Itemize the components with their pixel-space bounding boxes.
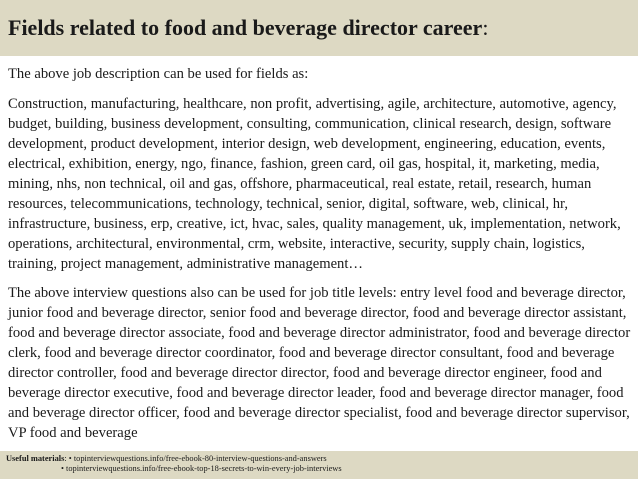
slide-body bbox=[8, 64, 634, 441]
footer-row-2 bbox=[61, 464, 342, 474]
footer-link-1[interactable]: : • topinterviewquestions.info/free-ebook-80-interview-questions-and-answers bbox=[64, 454, 327, 463]
footer-row-1 bbox=[6, 454, 327, 464]
page-title bbox=[0, 0, 638, 42]
footer-label: Useful materials bbox=[6, 454, 65, 463]
job-titles-paragraph: The above interview questions also can be used for job title levels: entry level food and beverage director, junior food and beverage director, senior food and beverage director, food and beverage director assistant, food and beverage director associate, food and beverage director administrator, food and beverage director clerk, food and beverage director coordinator, food and beverage director consultant, food and beverage director controller, food and beverage director director, food and beverage director engineer, food and beverage director executive, food and beverage director leader, food and beverage director manager, food and beverage director officer, food and beverage director specialist, food and beverage director supervisor, VP food and beverage bbox=[8, 285, 631, 441]
page-title-text: Fields related to food and beverage director career bbox=[8, 15, 483, 40]
slide-header bbox=[0, 0, 638, 56]
footer-link-2[interactable]: • topinterviewquestions.info/free-ebook-top-18-secrets-to-win-every-job-interviews bbox=[61, 464, 342, 473]
slide-footer bbox=[0, 451, 638, 479]
intro-paragraph: The above job description can be used for fields as: bbox=[8, 66, 309, 82]
page-title-colon: : bbox=[482, 15, 489, 40]
fields-paragraph: Construction, manufacturing, healthcare, non profit, advertising, agile, architecture, automotive, agency, budget, building, business development, consulting, communication, clinical research, design, software development, product development, interior design, web development, engineering, education, events, electrical, exhibition, energy, ngo, finance, fashion, green card, oil gas, hospital, it, marketing, media, mining, nhs, non technical, oil and gas, offshore, pharmaceutical, real estate, retail, research, human resources, telecommunications, technology, technical, senior, digital, software, web, clinical, hr, infrastructure, business, erp, creative, ict, hvac, sales, quality management, uk, implementation, network, operations, architectural, environmental, crm, website, interactive, security, supply chain, logistics, training, project management, administrative management… bbox=[8, 96, 621, 272]
